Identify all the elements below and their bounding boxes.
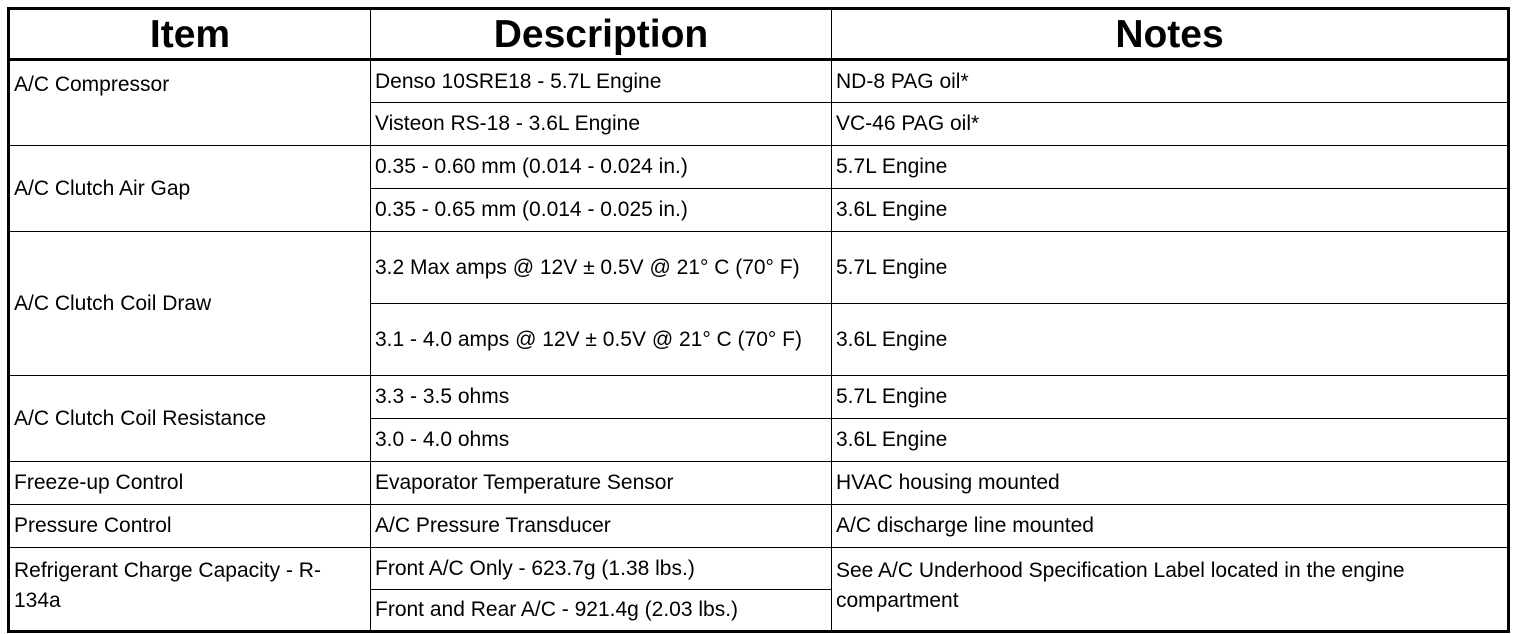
- description-cell: 0.35 - 0.65 mm (0.014 - 0.025 in.): [371, 189, 832, 232]
- description-cell: 3.2 Max amps @ 12V ± 0.5V @ 21° C (70° F): [371, 232, 832, 304]
- notes-cell: VC-46 PAG oil*: [832, 103, 1509, 146]
- table-row: [9, 232, 1509, 304]
- item-cell: A/C Clutch Air Gap: [9, 146, 371, 232]
- notes-cell: 5.7L Engine: [832, 232, 1509, 304]
- description-cell: 3.1 - 4.0 amps @ 12V ± 0.5V @ 21° C (70° F): [371, 304, 832, 376]
- item-cell: A/C Clutch Coil Draw: [9, 232, 371, 376]
- notes-cell: HVAC housing mounted: [832, 462, 1509, 505]
- table-row: [9, 146, 1509, 189]
- header-description: Description: [371, 9, 832, 60]
- table-row: [9, 505, 1509, 548]
- description-cell: Denso 10SRE18 - 5.7L Engine: [371, 60, 832, 103]
- item-cell: A/C Clutch Coil Resistance: [9, 376, 371, 462]
- notes-cell: 5.7L Engine: [832, 146, 1509, 189]
- table-row: [9, 60, 1509, 103]
- notes-cell: 3.6L Engine: [832, 419, 1509, 462]
- description-cell: A/C Pressure Transducer: [371, 505, 832, 548]
- description-cell: Visteon RS-18 - 3.6L Engine: [371, 103, 832, 146]
- notes-cell: 3.6L Engine: [832, 304, 1509, 376]
- description-cell: 3.3 - 3.5 ohms: [371, 376, 832, 419]
- notes-cell: 5.7L Engine: [832, 376, 1509, 419]
- description-cell: 0.35 - 0.60 mm (0.014 - 0.024 in.): [371, 146, 832, 189]
- item-cell: Refrigerant Charge Capacity - R-134a: [9, 548, 371, 632]
- notes-cell: See A/C Underhood Specification Label located in the engine compartment: [832, 548, 1509, 632]
- table-row: [9, 462, 1509, 505]
- header-item: Item: [9, 9, 371, 60]
- header-row: [9, 9, 1509, 60]
- notes-cell: 3.6L Engine: [832, 189, 1509, 232]
- description-cell: Front and Rear A/C - 921.4g (2.03 lbs.): [371, 590, 832, 632]
- specification-table: [7, 7, 1510, 633]
- description-cell: Evaporator Temperature Sensor: [371, 462, 832, 505]
- item-cell: Freeze-up Control: [9, 462, 371, 505]
- header-notes: Notes: [832, 9, 1509, 60]
- item-cell: A/C Compressor: [9, 60, 371, 146]
- notes-cell: ND-8 PAG oil*: [832, 60, 1509, 103]
- table-row: [9, 548, 1509, 590]
- description-cell: 3.0 - 4.0 ohms: [371, 419, 832, 462]
- item-cell: Pressure Control: [9, 505, 371, 548]
- notes-cell: A/C discharge line mounted: [832, 505, 1509, 548]
- description-cell: Front A/C Only - 623.7g (1.38 lbs.): [371, 548, 832, 590]
- table-row: [9, 376, 1509, 419]
